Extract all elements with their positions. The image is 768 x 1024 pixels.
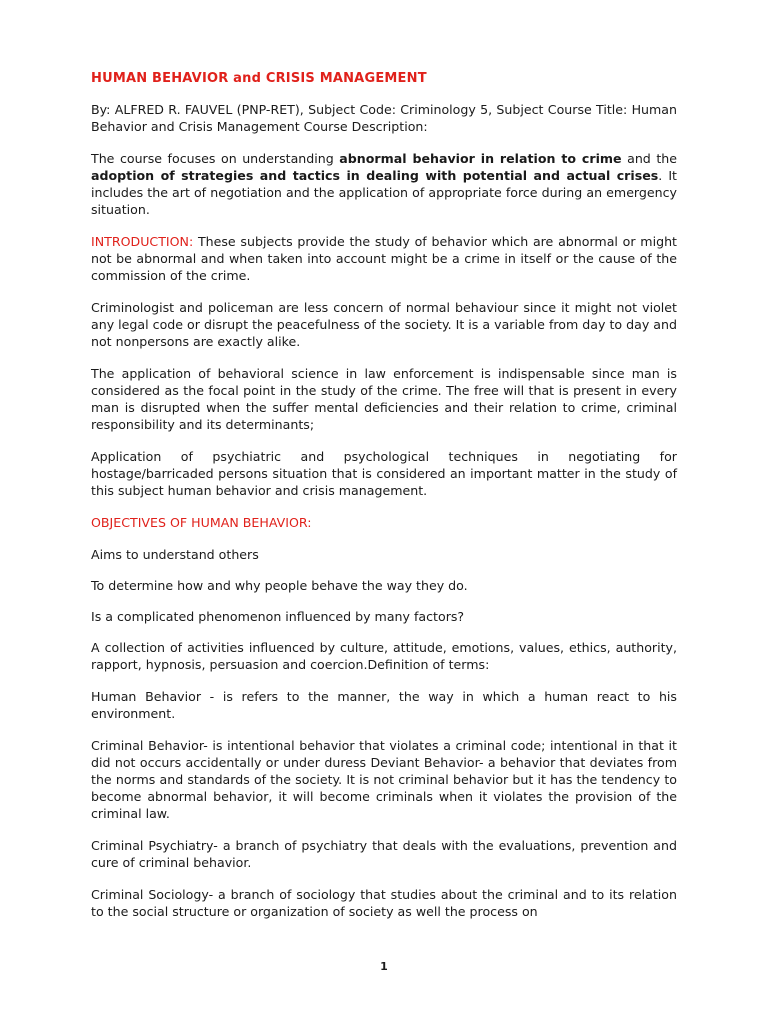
course-text-2: and the [621, 151, 677, 166]
introduction-text: These subjects provide the study of behavior which are abnormal or might not be abnormal and when taken into account might be a crime in itself or the cause of the commission of the crime. [91, 234, 677, 283]
course-bold-1: abnormal behavior in relation to crime [339, 151, 622, 166]
definition-criminal-psychiatry: Criminal Psychiatry- a branch of psychiatry that deals with the evaluations, prevention and cure of criminal behavior. [91, 838, 677, 870]
introduction-paragraph [91, 233, 677, 284]
course-text-3: . It includes the art of negotiation and the application of appropriate force during an emergency situation. [91, 168, 677, 217]
course-description [91, 150, 677, 218]
document-title: HUMAN BEHAVIOR and CRISIS MANAGEMENT [91, 71, 427, 86]
objective-2: To determine how and why people behave the way they do. [91, 578, 468, 593]
objective-1: Aims to understand others [91, 547, 259, 562]
course-bold-2: adoption of strategies and tactics in dealing with potential and actual crises [91, 168, 659, 183]
paragraph-psychiatric: Application of psychiatric and psychological techniques in negotiating for hostage/barricaded persons situation that is considered an important matter in the study of this subject human behavior and crisis management. [91, 449, 677, 498]
definition-criminal-behavior: Criminal Behavior- is intentional behavior that violates a criminal code; intentional in that it did not occurs accidentally or under duress Deviant Behavior- a behavior that deviates from the norms and standards of the society. It is not criminal behavior but it has the tendency to become abnormal behavior, it will become criminals when it violates the provision of the criminal law. [91, 738, 677, 821]
page-number: 1 [380, 960, 388, 973]
document-body [91, 70, 677, 935]
introduction-label: INTRODUCTION: [91, 234, 194, 249]
paragraph-application: The application of behavioral science in law enforcement is indispensable since man is considered as the focal point in the study of the crime. The free will that is present in every man is disrupted when the suffer mental deficiencies and their relation to crime, criminal responsibility and its determinants; [91, 366, 677, 432]
byline: By: ALFRED R. FAUVEL (PNP-RET), Subject Code: Criminology 5, Subject Course Title: Human Behavior and Crisis Management Course Description: [91, 102, 677, 134]
objectives-heading: OBJECTIVES OF HUMAN BEHAVIOR: [91, 515, 312, 530]
definition-criminal-sociology: Criminal Sociology- a branch of sociology that studies about the criminal and to its relation to the social structure or organization of society as well the process on [91, 887, 677, 919]
definition-human-behavior: Human Behavior - is refers to the manner, the way in which a human react to his environment. [91, 689, 677, 721]
objective-3: Is a complicated phenomenon influenced by many factors? [91, 609, 465, 624]
course-text-1: The course focuses on understanding [91, 151, 340, 166]
paragraph-criminologist: Criminologist and policeman are less concern of normal behaviour since it might not violet any legal code or disrupt the peacefulness of the society. It is a variable from day to day and not nonpersons are exactly alike. [91, 300, 677, 349]
objective-4: A collection of activities influenced by culture, attitude, emotions, values, ethics, authority, rapport, hypnosis, persuasion and coercion.Definition of terms: [91, 640, 677, 672]
